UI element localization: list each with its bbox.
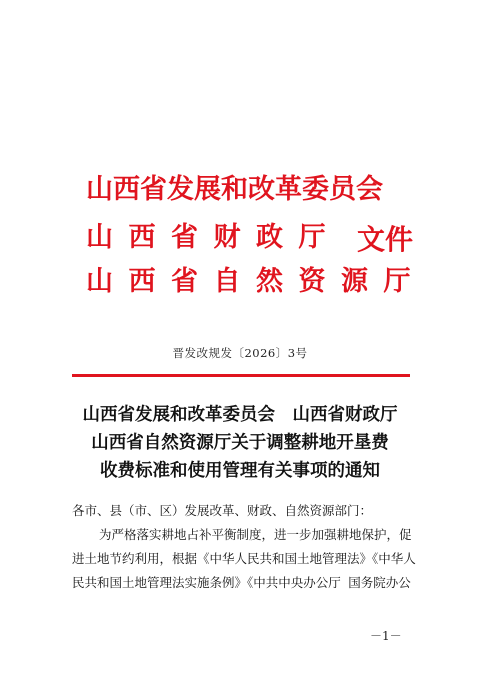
page-number: －1－ <box>370 629 402 643</box>
document-number: 晋发改规发〔2026〕3号 <box>172 346 308 360</box>
issuer-natural-resources: 山西省自然资源厅 <box>86 266 426 297</box>
title-line-2: 山西省自然资源厅关于调整耕地开垦费 <box>91 433 389 453</box>
title-line-3: 收费标准和使用管理有关事项的通知 <box>100 461 380 481</box>
red-divider-line <box>72 374 410 377</box>
body-line-3: 民共和国土地管理法实施条例》《中共中央办公厅 国务院办公 <box>72 575 411 590</box>
body-line-2: 进土地节约利用，根据《中华人民共和国土地管理法》《中华人 <box>72 551 416 566</box>
issuer-finance: 山西省财政厅 <box>86 222 341 253</box>
issuer-ndrc: 山西省发展和改革委员会 <box>86 174 383 205</box>
salutation: 各市、县（市、区）发展改革、财政、自然资源部门： <box>72 503 373 518</box>
body-line-1: 为严格落实耕地占补平衡制度，进一步加强耕地保护，促 <box>99 527 412 542</box>
document-suffix: 文件 <box>357 223 414 256</box>
title-line-1: 山西省发展和改革委员会 山西省财政厅 <box>82 405 398 425</box>
